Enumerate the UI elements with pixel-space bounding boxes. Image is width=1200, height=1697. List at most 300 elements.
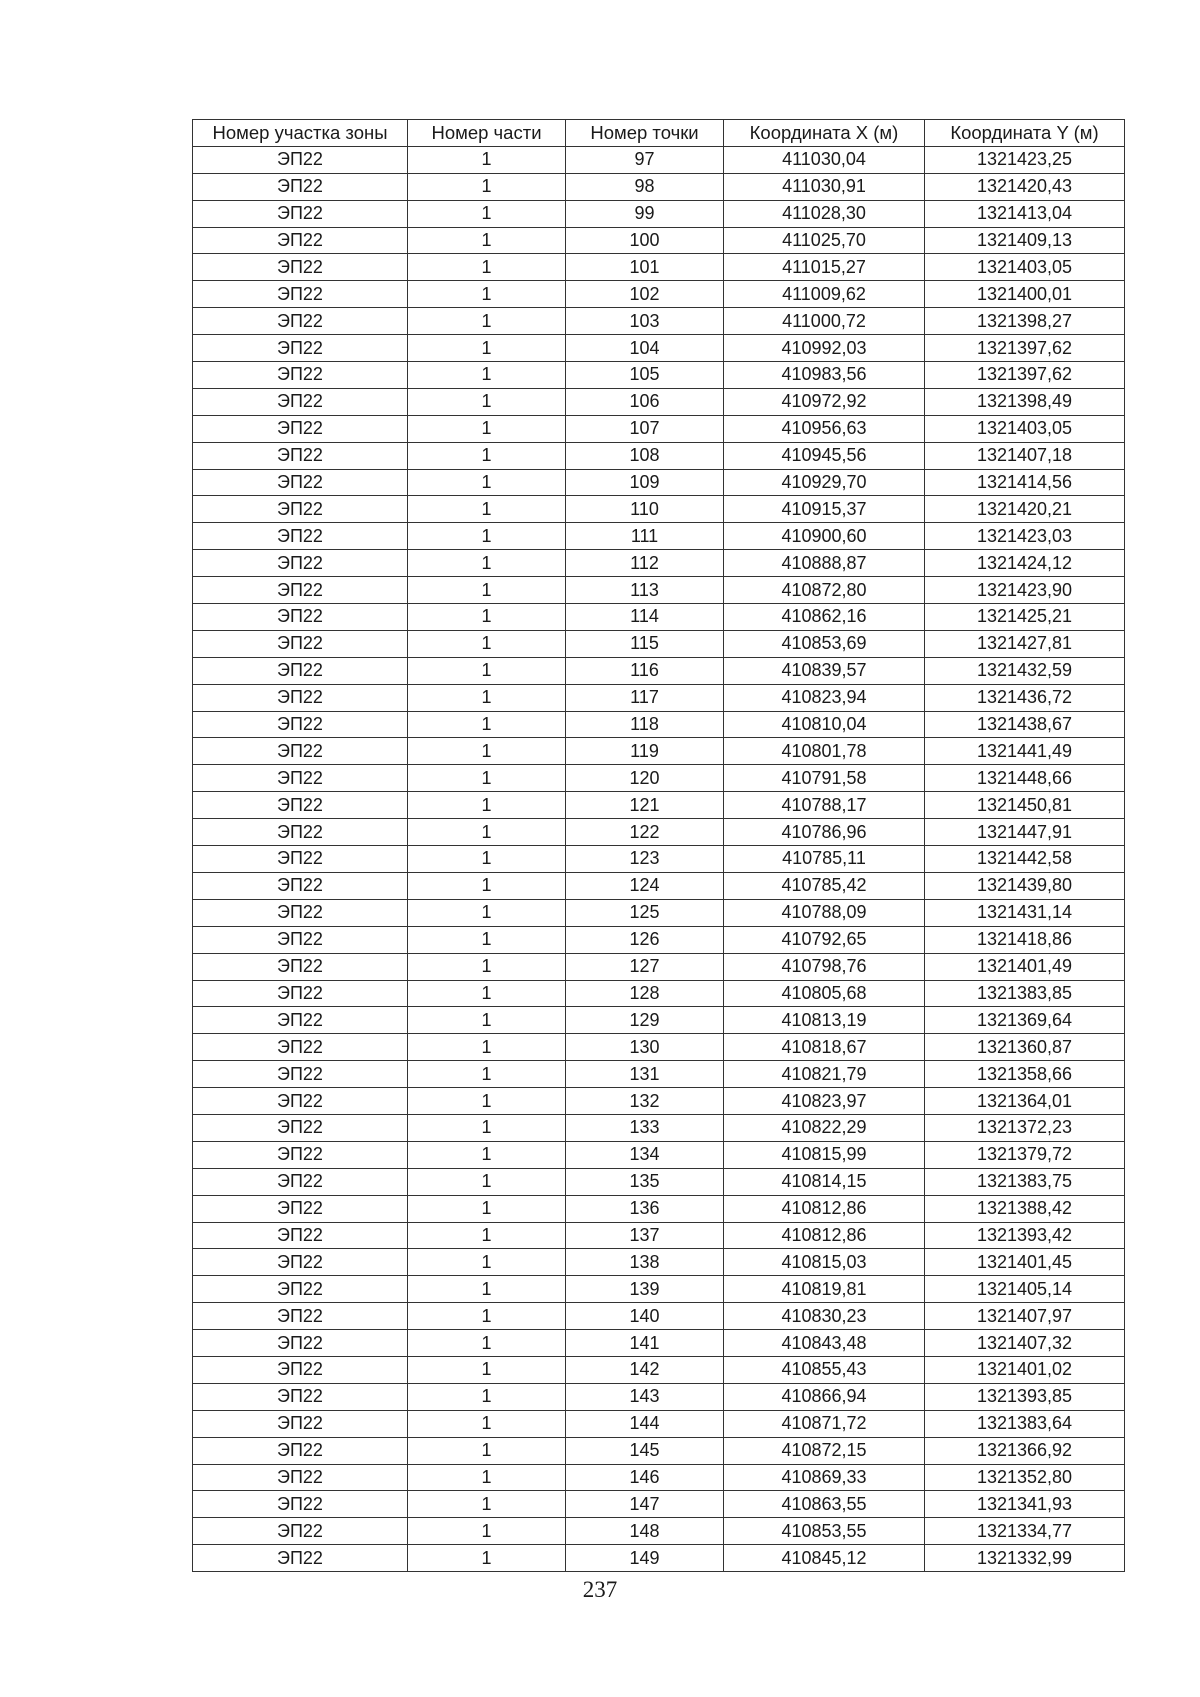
cell-point-number: 116 [566, 657, 724, 684]
cell-coordinate-y: 1321405,14 [925, 1276, 1125, 1303]
cell-part-number: 1 [408, 1007, 566, 1034]
cell-coordinate-y: 1321423,25 [925, 146, 1125, 173]
cell-point-number: 108 [566, 442, 724, 469]
table-row [193, 1545, 1125, 1572]
cell-part-number: 1 [408, 604, 566, 631]
table-row [193, 496, 1125, 523]
cell-zone-section: ЭП22 [193, 1088, 408, 1115]
cell-point-number: 107 [566, 415, 724, 442]
cell-zone-section: ЭП22 [193, 254, 408, 281]
cell-coordinate-y: 1321418,86 [925, 926, 1125, 953]
cell-coordinate-x: 410853,55 [724, 1518, 925, 1545]
cell-coordinate-x: 411030,04 [724, 146, 925, 173]
cell-point-number: 137 [566, 1222, 724, 1249]
cell-coordinate-y: 1321341,93 [925, 1491, 1125, 1518]
table-row [193, 1034, 1125, 1061]
table-row [193, 415, 1125, 442]
cell-part-number: 1 [408, 711, 566, 738]
cell-coordinate-x: 410823,97 [724, 1088, 925, 1115]
table-row [193, 765, 1125, 792]
cell-coordinate-x: 410786,96 [724, 819, 925, 846]
cell-zone-section: ЭП22 [193, 899, 408, 926]
header-coordinate-x: Координата X (м) [724, 120, 925, 147]
table-row [193, 980, 1125, 1007]
cell-part-number: 1 [408, 1114, 566, 1141]
page-number: 237 [582, 1577, 618, 1602]
cell-part-number: 1 [408, 1195, 566, 1222]
cell-part-number: 1 [408, 926, 566, 953]
cell-zone-section: ЭП22 [193, 496, 408, 523]
header-row [193, 120, 1125, 147]
cell-point-number: 99 [566, 200, 724, 227]
cell-part-number: 1 [408, 1437, 566, 1464]
cell-point-number: 115 [566, 630, 724, 657]
cell-zone-section: ЭП22 [193, 630, 408, 657]
cell-part-number: 1 [408, 1303, 566, 1330]
cell-coordinate-y: 1321383,85 [925, 980, 1125, 1007]
cell-coordinate-y: 1321334,77 [925, 1518, 1125, 1545]
cell-coordinate-y: 1321438,67 [925, 711, 1125, 738]
cell-point-number: 145 [566, 1437, 724, 1464]
table-row [193, 899, 1125, 926]
cell-coordinate-y: 1321360,87 [925, 1034, 1125, 1061]
cell-point-number: 133 [566, 1114, 724, 1141]
cell-coordinate-y: 1321369,64 [925, 1007, 1125, 1034]
cell-part-number: 1 [408, 1222, 566, 1249]
cell-point-number: 101 [566, 254, 724, 281]
cell-part-number: 1 [408, 1356, 566, 1383]
cell-coordinate-x: 410791,58 [724, 765, 925, 792]
cell-zone-section: ЭП22 [193, 469, 408, 496]
cell-coordinate-y: 1321420,43 [925, 173, 1125, 200]
table-row [193, 173, 1125, 200]
cell-point-number: 97 [566, 146, 724, 173]
table-row [193, 1061, 1125, 1088]
cell-zone-section: ЭП22 [193, 1195, 408, 1222]
cell-zone-section: ЭП22 [193, 1141, 408, 1168]
cell-coordinate-x: 410839,57 [724, 657, 925, 684]
cell-point-number: 109 [566, 469, 724, 496]
cell-zone-section: ЭП22 [193, 1491, 408, 1518]
cell-point-number: 111 [566, 523, 724, 550]
cell-point-number: 148 [566, 1518, 724, 1545]
cell-zone-section: ЭП22 [193, 711, 408, 738]
cell-zone-section: ЭП22 [193, 1356, 408, 1383]
table-header [193, 120, 1125, 147]
cell-part-number: 1 [408, 496, 566, 523]
cell-part-number: 1 [408, 335, 566, 362]
cell-part-number: 1 [408, 281, 566, 308]
cell-coordinate-x: 410992,03 [724, 335, 925, 362]
cell-coordinate-y: 1321397,62 [925, 362, 1125, 389]
cell-part-number: 1 [408, 657, 566, 684]
cell-coordinate-y: 1321364,01 [925, 1088, 1125, 1115]
cell-part-number: 1 [408, 1249, 566, 1276]
coordinates-table [192, 119, 1125, 1572]
cell-zone-section: ЭП22 [193, 738, 408, 765]
table-row [193, 1114, 1125, 1141]
cell-coordinate-x: 410812,86 [724, 1222, 925, 1249]
cell-point-number: 138 [566, 1249, 724, 1276]
cell-zone-section: ЭП22 [193, 200, 408, 227]
table-row [193, 1330, 1125, 1357]
cell-point-number: 132 [566, 1088, 724, 1115]
cell-zone-section: ЭП22 [193, 146, 408, 173]
cell-coordinate-y: 1321432,59 [925, 657, 1125, 684]
cell-part-number: 1 [408, 1330, 566, 1357]
table-row [193, 200, 1125, 227]
cell-coordinate-y: 1321401,49 [925, 953, 1125, 980]
cell-point-number: 140 [566, 1303, 724, 1330]
table-row [193, 308, 1125, 335]
cell-coordinate-x: 410862,16 [724, 604, 925, 631]
table-row [193, 604, 1125, 631]
cell-point-number: 136 [566, 1195, 724, 1222]
cell-coordinate-x: 410798,76 [724, 953, 925, 980]
cell-zone-section: ЭП22 [193, 523, 408, 550]
table-row [193, 1356, 1125, 1383]
table-row [193, 630, 1125, 657]
table-row [193, 953, 1125, 980]
cell-coordinate-y: 1321352,80 [925, 1464, 1125, 1491]
cell-part-number: 1 [408, 1276, 566, 1303]
cell-part-number: 1 [408, 846, 566, 873]
cell-zone-section: ЭП22 [193, 1114, 408, 1141]
cell-zone-section: ЭП22 [193, 1222, 408, 1249]
cell-coordinate-x: 410945,56 [724, 442, 925, 469]
cell-coordinate-y: 1321448,66 [925, 765, 1125, 792]
cell-part-number: 1 [408, 738, 566, 765]
cell-coordinate-x: 410900,60 [724, 523, 925, 550]
table-row [193, 254, 1125, 281]
cell-zone-section: ЭП22 [193, 1168, 408, 1195]
cell-coordinate-x: 410810,04 [724, 711, 925, 738]
cell-coordinate-y: 1321427,81 [925, 630, 1125, 657]
cell-coordinate-x: 410863,55 [724, 1491, 925, 1518]
table-row [193, 1249, 1125, 1276]
table-body [193, 146, 1125, 1571]
table-row [193, 1007, 1125, 1034]
cell-point-number: 141 [566, 1330, 724, 1357]
cell-coordinate-y: 1321383,75 [925, 1168, 1125, 1195]
cell-coordinate-x: 410785,11 [724, 846, 925, 873]
cell-coordinate-x: 410785,42 [724, 872, 925, 899]
cell-part-number: 1 [408, 1383, 566, 1410]
table-row [193, 146, 1125, 173]
table-row [193, 819, 1125, 846]
table-row [193, 335, 1125, 362]
cell-point-number: 129 [566, 1007, 724, 1034]
cell-zone-section: ЭП22 [193, 657, 408, 684]
cell-coordinate-y: 1321425,21 [925, 604, 1125, 631]
cell-coordinate-y: 1321403,05 [925, 415, 1125, 442]
cell-point-number: 146 [566, 1464, 724, 1491]
cell-part-number: 1 [408, 1545, 566, 1572]
cell-zone-section: ЭП22 [193, 1545, 408, 1572]
table-row [193, 1518, 1125, 1545]
cell-part-number: 1 [408, 1168, 566, 1195]
table-row [193, 1410, 1125, 1437]
cell-coordinate-x: 411015,27 [724, 254, 925, 281]
cell-coordinate-y: 1321372,23 [925, 1114, 1125, 1141]
cell-part-number: 1 [408, 1410, 566, 1437]
cell-coordinate-x: 410792,65 [724, 926, 925, 953]
cell-point-number: 139 [566, 1276, 724, 1303]
cell-point-number: 125 [566, 899, 724, 926]
cell-coordinate-x: 410972,92 [724, 388, 925, 415]
cell-coordinate-x: 410818,67 [724, 1034, 925, 1061]
cell-point-number: 119 [566, 738, 724, 765]
cell-zone-section: ЭП22 [193, 1330, 408, 1357]
cell-coordinate-y: 1321383,64 [925, 1410, 1125, 1437]
cell-point-number: 112 [566, 550, 724, 577]
cell-coordinate-y: 1321423,90 [925, 577, 1125, 604]
table-row [193, 792, 1125, 819]
cell-zone-section: ЭП22 [193, 577, 408, 604]
cell-zone-section: ЭП22 [193, 792, 408, 819]
cell-coordinate-y: 1321450,81 [925, 792, 1125, 819]
cell-coordinate-x: 410801,78 [724, 738, 925, 765]
cell-part-number: 1 [408, 953, 566, 980]
cell-coordinate-y: 1321407,97 [925, 1303, 1125, 1330]
cell-coordinate-y: 1321423,03 [925, 523, 1125, 550]
cell-coordinate-y: 1321393,85 [925, 1383, 1125, 1410]
cell-zone-section: ЭП22 [193, 1518, 408, 1545]
cell-coordinate-y: 1321424,12 [925, 550, 1125, 577]
cell-part-number: 1 [408, 899, 566, 926]
cell-coordinate-y: 1321439,80 [925, 872, 1125, 899]
cell-coordinate-x: 410819,81 [724, 1276, 925, 1303]
cell-part-number: 1 [408, 1061, 566, 1088]
table-row [193, 577, 1125, 604]
cell-coordinate-x: 410843,48 [724, 1330, 925, 1357]
cell-part-number: 1 [408, 146, 566, 173]
cell-point-number: 135 [566, 1168, 724, 1195]
cell-coordinate-x: 410855,43 [724, 1356, 925, 1383]
cell-coordinate-x: 411009,62 [724, 281, 925, 308]
table-row [193, 1303, 1125, 1330]
cell-point-number: 120 [566, 765, 724, 792]
cell-point-number: 103 [566, 308, 724, 335]
cell-zone-section: ЭП22 [193, 550, 408, 577]
cell-part-number: 1 [408, 173, 566, 200]
cell-part-number: 1 [408, 819, 566, 846]
cell-coordinate-x: 410956,63 [724, 415, 925, 442]
cell-zone-section: ЭП22 [193, 442, 408, 469]
cell-zone-section: ЭП22 [193, 415, 408, 442]
cell-part-number: 1 [408, 792, 566, 819]
cell-point-number: 130 [566, 1034, 724, 1061]
cell-coordinate-y: 1321401,45 [925, 1249, 1125, 1276]
cell-part-number: 1 [408, 630, 566, 657]
cell-part-number: 1 [408, 1491, 566, 1518]
table-row [193, 1168, 1125, 1195]
cell-coordinate-y: 1321420,21 [925, 496, 1125, 523]
cell-zone-section: ЭП22 [193, 1303, 408, 1330]
cell-point-number: 110 [566, 496, 724, 523]
cell-point-number: 114 [566, 604, 724, 631]
cell-coordinate-x: 410888,87 [724, 550, 925, 577]
cell-part-number: 1 [408, 765, 566, 792]
cell-zone-section: ЭП22 [193, 335, 408, 362]
cell-coordinate-x: 410812,86 [724, 1195, 925, 1222]
cell-point-number: 117 [566, 684, 724, 711]
cell-coordinate-y: 1321442,58 [925, 846, 1125, 873]
cell-coordinate-x: 411000,72 [724, 308, 925, 335]
cell-coordinate-y: 1321413,04 [925, 200, 1125, 227]
cell-part-number: 1 [408, 550, 566, 577]
table-row [193, 657, 1125, 684]
cell-part-number: 1 [408, 308, 566, 335]
cell-coordinate-y: 1321409,13 [925, 227, 1125, 254]
cell-coordinate-x: 410821,79 [724, 1061, 925, 1088]
table-row [193, 1437, 1125, 1464]
cell-coordinate-y: 1321398,27 [925, 308, 1125, 335]
table-row [193, 388, 1125, 415]
cell-zone-section: ЭП22 [193, 684, 408, 711]
cell-zone-section: ЭП22 [193, 227, 408, 254]
cell-zone-section: ЭП22 [193, 388, 408, 415]
cell-coordinate-x: 410872,15 [724, 1437, 925, 1464]
cell-part-number: 1 [408, 362, 566, 389]
cell-point-number: 126 [566, 926, 724, 953]
cell-coordinate-x: 410805,68 [724, 980, 925, 1007]
cell-coordinate-x: 410822,29 [724, 1114, 925, 1141]
cell-coordinate-x: 410788,17 [724, 792, 925, 819]
cell-coordinate-x: 411025,70 [724, 227, 925, 254]
cell-point-number: 102 [566, 281, 724, 308]
cell-coordinate-x: 410813,19 [724, 1007, 925, 1034]
cell-part-number: 1 [408, 200, 566, 227]
cell-point-number: 142 [566, 1356, 724, 1383]
cell-coordinate-y: 1321358,66 [925, 1061, 1125, 1088]
cell-point-number: 118 [566, 711, 724, 738]
cell-coordinate-x: 410983,56 [724, 362, 925, 389]
cell-coordinate-x: 410830,23 [724, 1303, 925, 1330]
cell-point-number: 127 [566, 953, 724, 980]
table-row [193, 926, 1125, 953]
cell-coordinate-y: 1321332,99 [925, 1545, 1125, 1572]
cell-zone-section: ЭП22 [193, 819, 408, 846]
cell-part-number: 1 [408, 388, 566, 415]
cell-point-number: 104 [566, 335, 724, 362]
cell-coordinate-y: 1321366,92 [925, 1437, 1125, 1464]
cell-coordinate-y: 1321407,18 [925, 442, 1125, 469]
cell-zone-section: ЭП22 [193, 1383, 408, 1410]
cell-point-number: 134 [566, 1141, 724, 1168]
cell-zone-section: ЭП22 [193, 846, 408, 873]
table-row [193, 684, 1125, 711]
cell-coordinate-y: 1321401,02 [925, 1356, 1125, 1383]
table-row [193, 738, 1125, 765]
cell-coordinate-y: 1321407,32 [925, 1330, 1125, 1357]
cell-part-number: 1 [408, 415, 566, 442]
table-row [193, 872, 1125, 899]
cell-zone-section: ЭП22 [193, 1061, 408, 1088]
table-row [193, 227, 1125, 254]
cell-coordinate-x: 410872,80 [724, 577, 925, 604]
table-row [193, 1491, 1125, 1518]
cell-part-number: 1 [408, 1464, 566, 1491]
cell-coordinate-y: 1321398,49 [925, 388, 1125, 415]
cell-zone-section: ЭП22 [193, 872, 408, 899]
cell-coordinate-y: 1321441,49 [925, 738, 1125, 765]
cell-point-number: 98 [566, 173, 724, 200]
cell-zone-section: ЭП22 [193, 765, 408, 792]
cell-coordinate-y: 1321400,01 [925, 281, 1125, 308]
cell-zone-section: ЭП22 [193, 1276, 408, 1303]
cell-zone-section: ЭП22 [193, 953, 408, 980]
cell-point-number: 131 [566, 1061, 724, 1088]
table-row [193, 846, 1125, 873]
cell-coordinate-x: 410815,03 [724, 1249, 925, 1276]
cell-point-number: 113 [566, 577, 724, 604]
cell-coordinate-x: 410915,37 [724, 496, 925, 523]
cell-zone-section: ЭП22 [193, 1034, 408, 1061]
cell-point-number: 143 [566, 1383, 724, 1410]
table-row [193, 469, 1125, 496]
cell-point-number: 124 [566, 872, 724, 899]
header-part-number: Номер части [408, 120, 566, 147]
cell-point-number: 128 [566, 980, 724, 1007]
cell-coordinate-x: 411030,91 [724, 173, 925, 200]
table-row [193, 550, 1125, 577]
cell-coordinate-x: 410869,33 [724, 1464, 925, 1491]
cell-part-number: 1 [408, 469, 566, 496]
cell-point-number: 147 [566, 1491, 724, 1518]
cell-coordinate-x: 410823,94 [724, 684, 925, 711]
cell-coordinate-y: 1321403,05 [925, 254, 1125, 281]
cell-coordinate-y: 1321431,14 [925, 899, 1125, 926]
cell-coordinate-x: 410853,69 [724, 630, 925, 657]
cell-point-number: 121 [566, 792, 724, 819]
table-row [193, 1222, 1125, 1249]
cell-part-number: 1 [408, 254, 566, 281]
cell-part-number: 1 [408, 523, 566, 550]
cell-coordinate-y: 1321393,42 [925, 1222, 1125, 1249]
cell-part-number: 1 [408, 227, 566, 254]
cell-coordinate-y: 1321397,62 [925, 335, 1125, 362]
cell-zone-section: ЭП22 [193, 926, 408, 953]
table-row [193, 1088, 1125, 1115]
cell-coordinate-y: 1321379,72 [925, 1141, 1125, 1168]
cell-coordinate-x: 410814,15 [724, 1168, 925, 1195]
header-point-number: Номер точки [566, 120, 724, 147]
table-row [193, 711, 1125, 738]
cell-part-number: 1 [408, 1088, 566, 1115]
table-row [193, 1464, 1125, 1491]
table-row [193, 1195, 1125, 1222]
cell-coordinate-x: 410788,09 [724, 899, 925, 926]
cell-part-number: 1 [408, 980, 566, 1007]
cell-point-number: 105 [566, 362, 724, 389]
header-coordinate-y: Координата Y (м) [925, 120, 1125, 147]
cell-part-number: 1 [408, 1141, 566, 1168]
cell-point-number: 100 [566, 227, 724, 254]
cell-zone-section: ЭП22 [193, 1410, 408, 1437]
cell-point-number: 123 [566, 846, 724, 873]
cell-zone-section: ЭП22 [193, 362, 408, 389]
cell-coordinate-x: 410845,12 [724, 1545, 925, 1572]
cell-coordinate-y: 1321414,56 [925, 469, 1125, 496]
cell-coordinate-y: 1321388,42 [925, 1195, 1125, 1222]
cell-part-number: 1 [408, 442, 566, 469]
cell-coordinate-y: 1321436,72 [925, 684, 1125, 711]
table-row [193, 523, 1125, 550]
cell-coordinate-x: 410866,94 [724, 1383, 925, 1410]
cell-zone-section: ЭП22 [193, 1007, 408, 1034]
cell-zone-section: ЭП22 [193, 1437, 408, 1464]
